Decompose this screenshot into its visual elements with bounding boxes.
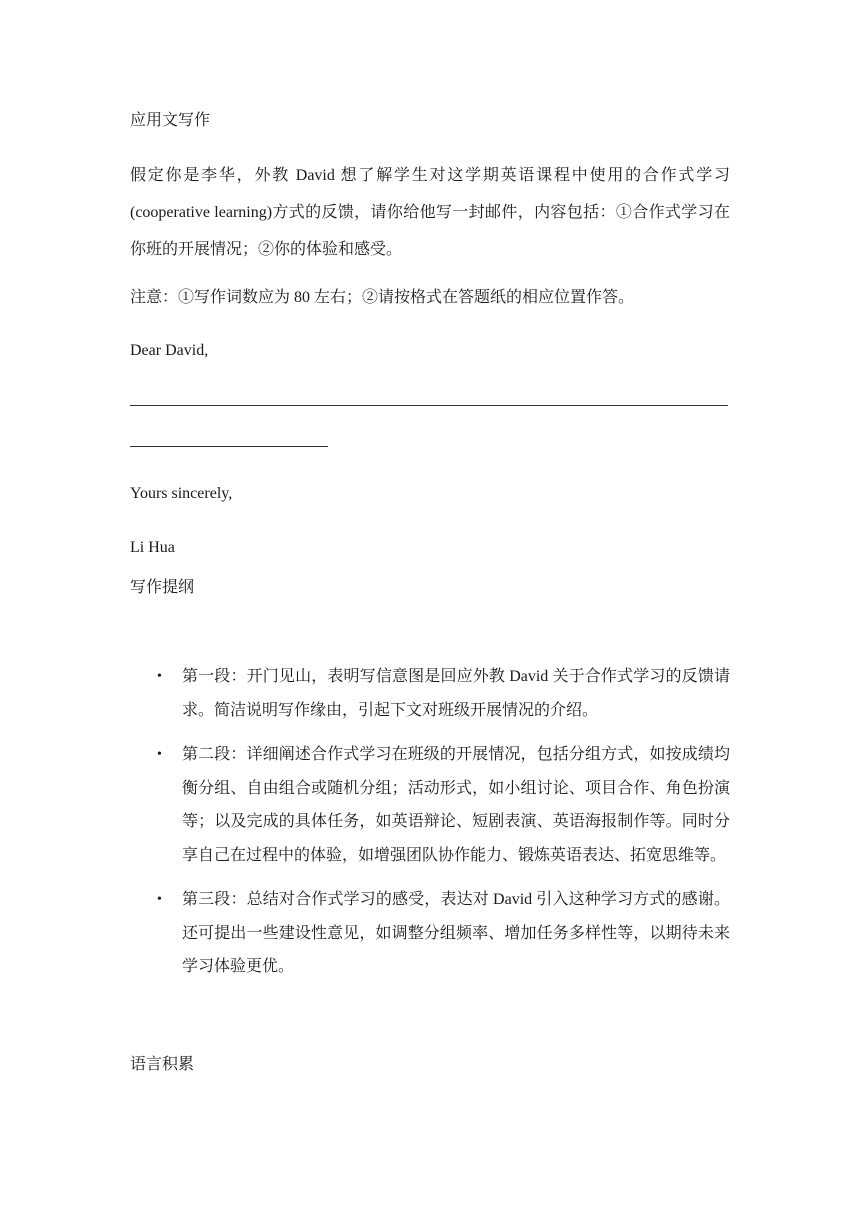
outline-item-text: 第三段：总结对合作式学习的感受，表达对 David 引入这种学习方式的感谢。还可提出一些建设性意见，如调整分组频率、增加任务多样性等，以期待未来学习体验更优。 bbox=[182, 891, 730, 975]
answer-blank-line bbox=[130, 446, 328, 447]
list-item bbox=[130, 883, 730, 984]
bullet-icon: • bbox=[157, 669, 162, 684]
answer-blank-line bbox=[130, 405, 728, 406]
list-item bbox=[130, 660, 730, 727]
outline-item-text: 第二段：详细阐述合作式学习在班级的开展情况，包括分组方式，如按成绩均衡分组、自由组合或随机分组；活动形式，如小组讨论、项目合作、角色扮演等；以及完成的具体任务，如英语辩论、短剧表演、英语海报制作等。同时分享自己在过程中的体验，如增强团队协作能力、锻炼英语表达、拓宽思维等。 bbox=[182, 746, 730, 864]
bullet-icon: • bbox=[157, 892, 162, 907]
section-heading: 应用文写作 bbox=[130, 112, 211, 129]
bullet-icon: • bbox=[157, 747, 162, 762]
letter-closing: Yours sincerely, bbox=[130, 485, 233, 502]
letter-signature: Li Hua bbox=[130, 539, 175, 556]
writing-outline-list bbox=[130, 660, 730, 995]
word-count-note: 注意：①写作词数应为 80 左右；②请按格式在答题纸的相应位置作答。 bbox=[130, 289, 635, 306]
outline-item-text: 第一段：开门见山，表明写信意图是回应外教 David 关于合作式学习的反馈请求。简洁说明写作缘由，引起下文对班级开展情况的介绍。 bbox=[182, 668, 730, 719]
vocab-heading: 语言积累 bbox=[130, 1056, 195, 1073]
task-prompt: 假定你是李华，外教 David 想了解学生对这学期英语课程中使用的合作式学习 (cooperative learning)方式的反馈，请你给他写一封邮件，内容包括：①合作式学习在你班的开展情况；②你的体验和感受。 bbox=[130, 167, 730, 258]
list-item bbox=[130, 738, 730, 872]
outline-heading: 写作提纲 bbox=[130, 579, 195, 596]
letter-salutation: Dear David, bbox=[130, 342, 209, 359]
